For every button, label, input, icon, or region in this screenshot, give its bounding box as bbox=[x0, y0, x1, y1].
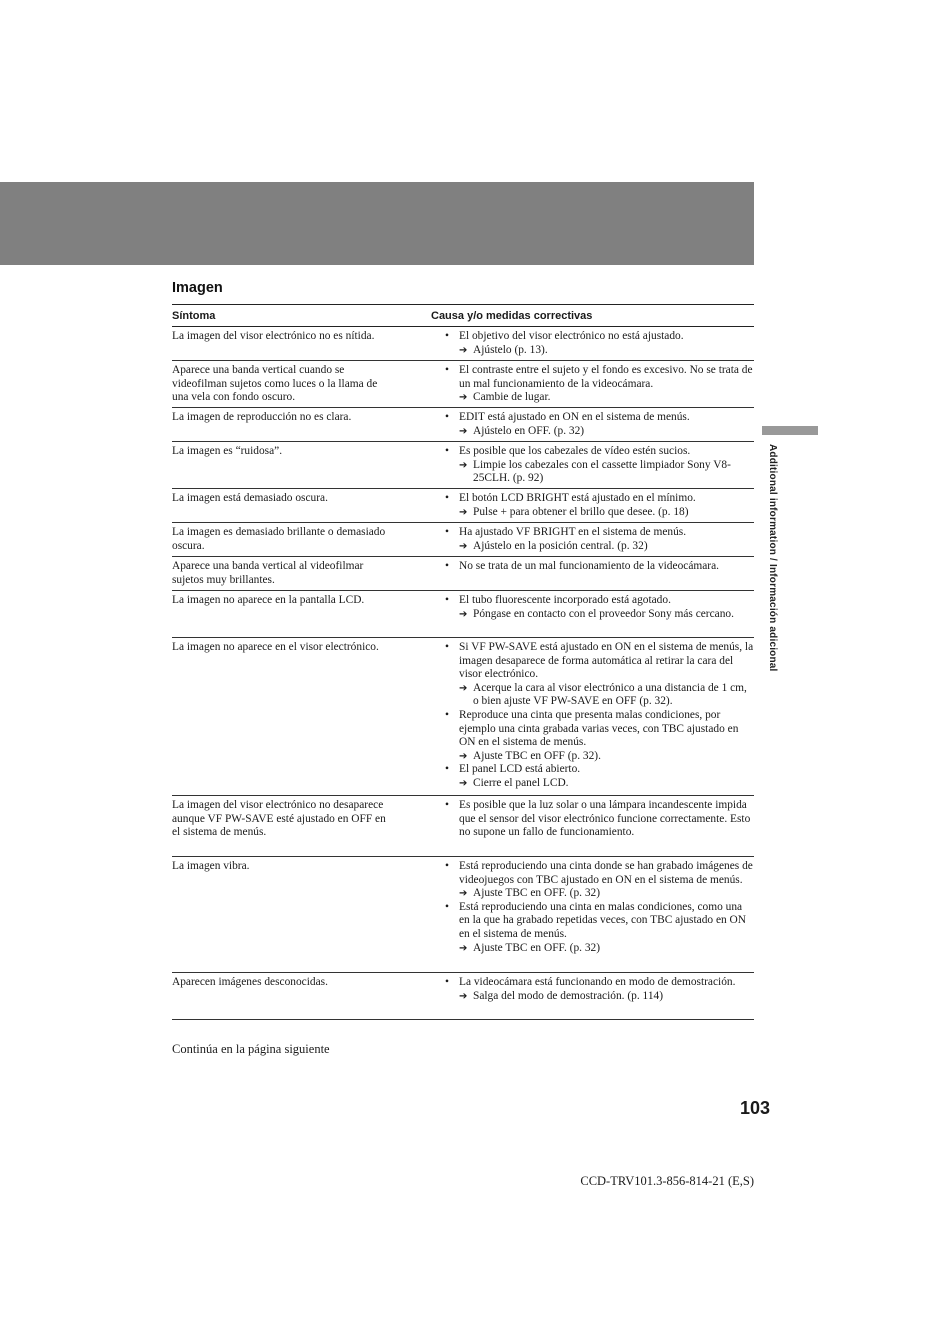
symptom-cell: La imagen de reproducción no es clara. bbox=[172, 411, 352, 423]
cause-cell bbox=[431, 364, 754, 407]
arrow-icon: ➔ bbox=[459, 777, 468, 789]
cause-cell bbox=[431, 330, 754, 360]
action-text: Ajústelo en la posición central. (p. 32) bbox=[473, 539, 648, 552]
cause-cell bbox=[431, 560, 754, 590]
cause-cell bbox=[431, 526, 754, 556]
bullet-icon: • bbox=[445, 330, 449, 342]
cause-text: No se trata de un mal funcionamiento de la videocámara. bbox=[459, 560, 719, 572]
cause-item bbox=[445, 560, 754, 574]
action-text: Acerque la cara al visor electrónico a una distancia de 1 cm, o bien ajuste VF PW-SAVE en OFF (p. 32). bbox=[473, 681, 747, 708]
side-tab-marker bbox=[762, 426, 818, 435]
bullet-icon: • bbox=[445, 641, 449, 653]
bullet-icon: • bbox=[445, 976, 449, 988]
table-row bbox=[172, 442, 754, 489]
action-text: Pulse + para obtener el brillo que desee. (p. 18) bbox=[473, 505, 689, 518]
cause-item bbox=[445, 364, 754, 391]
bullet-icon: • bbox=[445, 445, 449, 457]
cause-item bbox=[445, 411, 754, 425]
cause-item bbox=[445, 641, 754, 682]
cause-cell bbox=[431, 411, 754, 441]
arrow-icon: ➔ bbox=[459, 750, 468, 762]
cause-cell bbox=[431, 641, 754, 795]
model-code: CCD-TRV101.3-856-814-21 (E,S) bbox=[580, 1174, 754, 1188]
corrective-action bbox=[445, 682, 754, 709]
bullet-icon: • bbox=[445, 364, 449, 376]
cause-item bbox=[445, 901, 754, 942]
section-title: Imagen bbox=[172, 280, 223, 296]
action-text: Ajuste TBC en OFF. (p. 32) bbox=[473, 941, 601, 954]
column-header-symptom: Síntoma bbox=[172, 309, 216, 322]
corrective-action bbox=[445, 506, 754, 520]
cause-text: El tubo fluorescente incorporado está agotado. bbox=[459, 594, 671, 606]
column-header-cause: Causa y/o medidas correctivas bbox=[431, 309, 593, 322]
arrow-icon: ➔ bbox=[459, 540, 468, 552]
cause-cell bbox=[431, 445, 754, 488]
corrective-action bbox=[445, 777, 754, 791]
bullet-icon: • bbox=[445, 860, 449, 872]
bullet-icon: • bbox=[445, 900, 449, 913]
symptom-cell: Aparece una banda vertical cuando se videofilman sujetos como luces o la llama de una vela con fondo oscuro. bbox=[172, 364, 378, 404]
bullet-icon: • bbox=[445, 560, 449, 572]
table-row bbox=[172, 523, 754, 557]
cause-cell bbox=[431, 799, 754, 856]
cause-text: EDIT está ajustado en ON en el sistema de menús. bbox=[459, 411, 690, 423]
arrow-icon: ➔ bbox=[459, 425, 468, 437]
arrow-icon: ➔ bbox=[459, 506, 468, 518]
cause-text: El objetivo del visor electrónico no está ajustado. bbox=[459, 330, 684, 342]
table-row bbox=[172, 591, 754, 638]
symptom-cell: La imagen del visor electrónico no es nítida. bbox=[172, 330, 375, 342]
arrow-icon: ➔ bbox=[459, 344, 468, 356]
table-row bbox=[172, 557, 754, 591]
table-row bbox=[172, 638, 754, 796]
corrective-action bbox=[445, 540, 754, 554]
bullet-icon: • bbox=[445, 799, 449, 811]
corrective-action bbox=[445, 344, 754, 358]
troubleshooting-table bbox=[172, 304, 754, 1020]
arrow-icon: ➔ bbox=[459, 608, 468, 620]
corrective-action bbox=[445, 990, 754, 1004]
arrow-icon: ➔ bbox=[459, 942, 468, 954]
symptom-cell: La imagen no aparece en el visor electrónico. bbox=[172, 641, 379, 653]
action-text: Cambie de lugar. bbox=[473, 391, 551, 404]
action-text: Ajústelo en OFF. (p. 32) bbox=[473, 424, 585, 437]
corrective-action bbox=[445, 887, 754, 901]
cause-cell bbox=[431, 860, 754, 972]
table-row bbox=[172, 796, 754, 857]
bullet-icon: • bbox=[445, 492, 449, 504]
cause-text: Está reproduciendo una cinta en malas condiciones, como una en la que ha grabado repetidas veces, con TBC ajustado en ON en el sistema de menús. bbox=[459, 900, 746, 940]
cause-text: Ha ajustado VF BRIGHT en el sistema de menús. bbox=[459, 526, 687, 538]
arrow-icon: ➔ bbox=[459, 990, 468, 1002]
corrective-action bbox=[445, 391, 754, 405]
cause-item bbox=[445, 445, 754, 459]
continues-note: Continúa en la página siguiente bbox=[172, 1042, 330, 1056]
table-row bbox=[172, 489, 754, 523]
symptom-cell: Aparecen imágenes desconocidas. bbox=[172, 976, 328, 988]
table-row bbox=[172, 857, 754, 973]
arrow-icon: ➔ bbox=[459, 392, 468, 404]
arrow-icon: ➔ bbox=[459, 888, 468, 900]
symptom-cell: La imagen es “ruidosa”. bbox=[172, 445, 283, 457]
cause-text: El contraste entre el sujeto y el fondo es excesivo. No se trata de un mal funcionamiento de la videocámara. bbox=[459, 364, 753, 390]
arrow-icon: ➔ bbox=[459, 459, 468, 471]
action-text: Póngase en contacto con el proveedor Sony más cercano. bbox=[473, 607, 734, 620]
action-text: Ajústelo (p. 13). bbox=[473, 343, 548, 356]
symptom-cell: La imagen no aparece en la pantalla LCD. bbox=[172, 594, 365, 606]
cause-text: Es posible que la luz solar o una lámpara incandescente impida que el sensor del visor electrónico funcione correctamente. Esto no supone un fallo de funcionamiento. bbox=[459, 799, 751, 839]
cause-cell bbox=[431, 594, 754, 637]
symptom-cell: La imagen del visor electrónico no desaparece aunque VF PW-SAVE esté ajustado en OFF en el sistema de menús. bbox=[172, 799, 386, 839]
side-tab-label: Additional information / Información adicional bbox=[767, 444, 778, 672]
cause-item bbox=[445, 526, 754, 540]
cause-text: Reproduce una cinta que presenta malas condiciones, por ejemplo una cinta grabada varias veces, con TBC ajustado en ON en el sistema de menús. bbox=[459, 708, 739, 749]
cause-text: Está reproduciendo una cinta donde se han grabado imágenes de videojuegos con TBC ajustado en ON en el sistema de menús. bbox=[459, 860, 753, 886]
cause-text: Es posible que los cabezales de vídeo estén sucios. bbox=[459, 445, 691, 457]
action-text: Ajuste TBC en OFF. (p. 32) bbox=[473, 887, 601, 900]
cause-item bbox=[445, 709, 754, 750]
action-text: Cierre el panel LCD. bbox=[473, 776, 569, 789]
cause-cell bbox=[431, 492, 754, 522]
corrective-action bbox=[445, 425, 754, 439]
arrow-icon: ➔ bbox=[459, 682, 468, 694]
bullet-icon: • bbox=[445, 708, 449, 721]
corrective-action bbox=[445, 750, 754, 764]
cause-item bbox=[445, 594, 754, 608]
bullet-icon: • bbox=[445, 594, 449, 606]
corrective-action bbox=[445, 459, 754, 486]
bullet-icon: • bbox=[445, 763, 449, 776]
table-header bbox=[172, 305, 754, 327]
cause-item bbox=[445, 330, 754, 344]
symptom-cell: Aparece una banda vertical al videofilmar sujetos muy brillantes. bbox=[172, 560, 364, 586]
table-body bbox=[172, 327, 754, 1020]
cause-item bbox=[445, 492, 754, 506]
action-text: Ajuste TBC en OFF (p. 32). bbox=[473, 749, 601, 762]
cause-text: El botón LCD BRIGHT está ajustado en el mínimo. bbox=[459, 492, 696, 504]
action-text: Salga del modo de demostración. (p. 114) bbox=[473, 989, 664, 1002]
symptom-cell: La imagen es demasiado brillante o demasiado oscura. bbox=[172, 526, 386, 552]
cause-item bbox=[445, 976, 754, 990]
symptom-cell: La imagen está demasiado oscura. bbox=[172, 492, 328, 504]
corrective-action bbox=[445, 942, 754, 956]
cause-item bbox=[445, 860, 754, 887]
bullet-icon: • bbox=[445, 411, 449, 423]
header-band bbox=[0, 182, 754, 265]
cause-item bbox=[445, 799, 754, 840]
table-row bbox=[172, 361, 754, 408]
page-number: 103 bbox=[740, 1098, 771, 1118]
cause-cell bbox=[431, 976, 754, 1019]
table-row bbox=[172, 327, 754, 361]
action-text: Limpie los cabezales con el cassette limpiador Sony V8-25CLH. (p. 92) bbox=[473, 458, 731, 485]
table-row bbox=[172, 973, 754, 1020]
cause-item bbox=[445, 763, 754, 777]
cause-text: La videocámara está funcionando en modo de demostración. bbox=[459, 976, 736, 988]
symptom-cell: La imagen vibra. bbox=[172, 860, 250, 872]
cause-text: El panel LCD está abierto. bbox=[459, 763, 581, 776]
bullet-icon: • bbox=[445, 526, 449, 538]
cause-text: Si VF PW-SAVE está ajustado en ON en el sistema de menús, la imagen desaparece de forma automática al retirar la cara del visor electrónico. bbox=[459, 641, 754, 681]
corrective-action bbox=[445, 608, 754, 622]
table-row bbox=[172, 408, 754, 442]
